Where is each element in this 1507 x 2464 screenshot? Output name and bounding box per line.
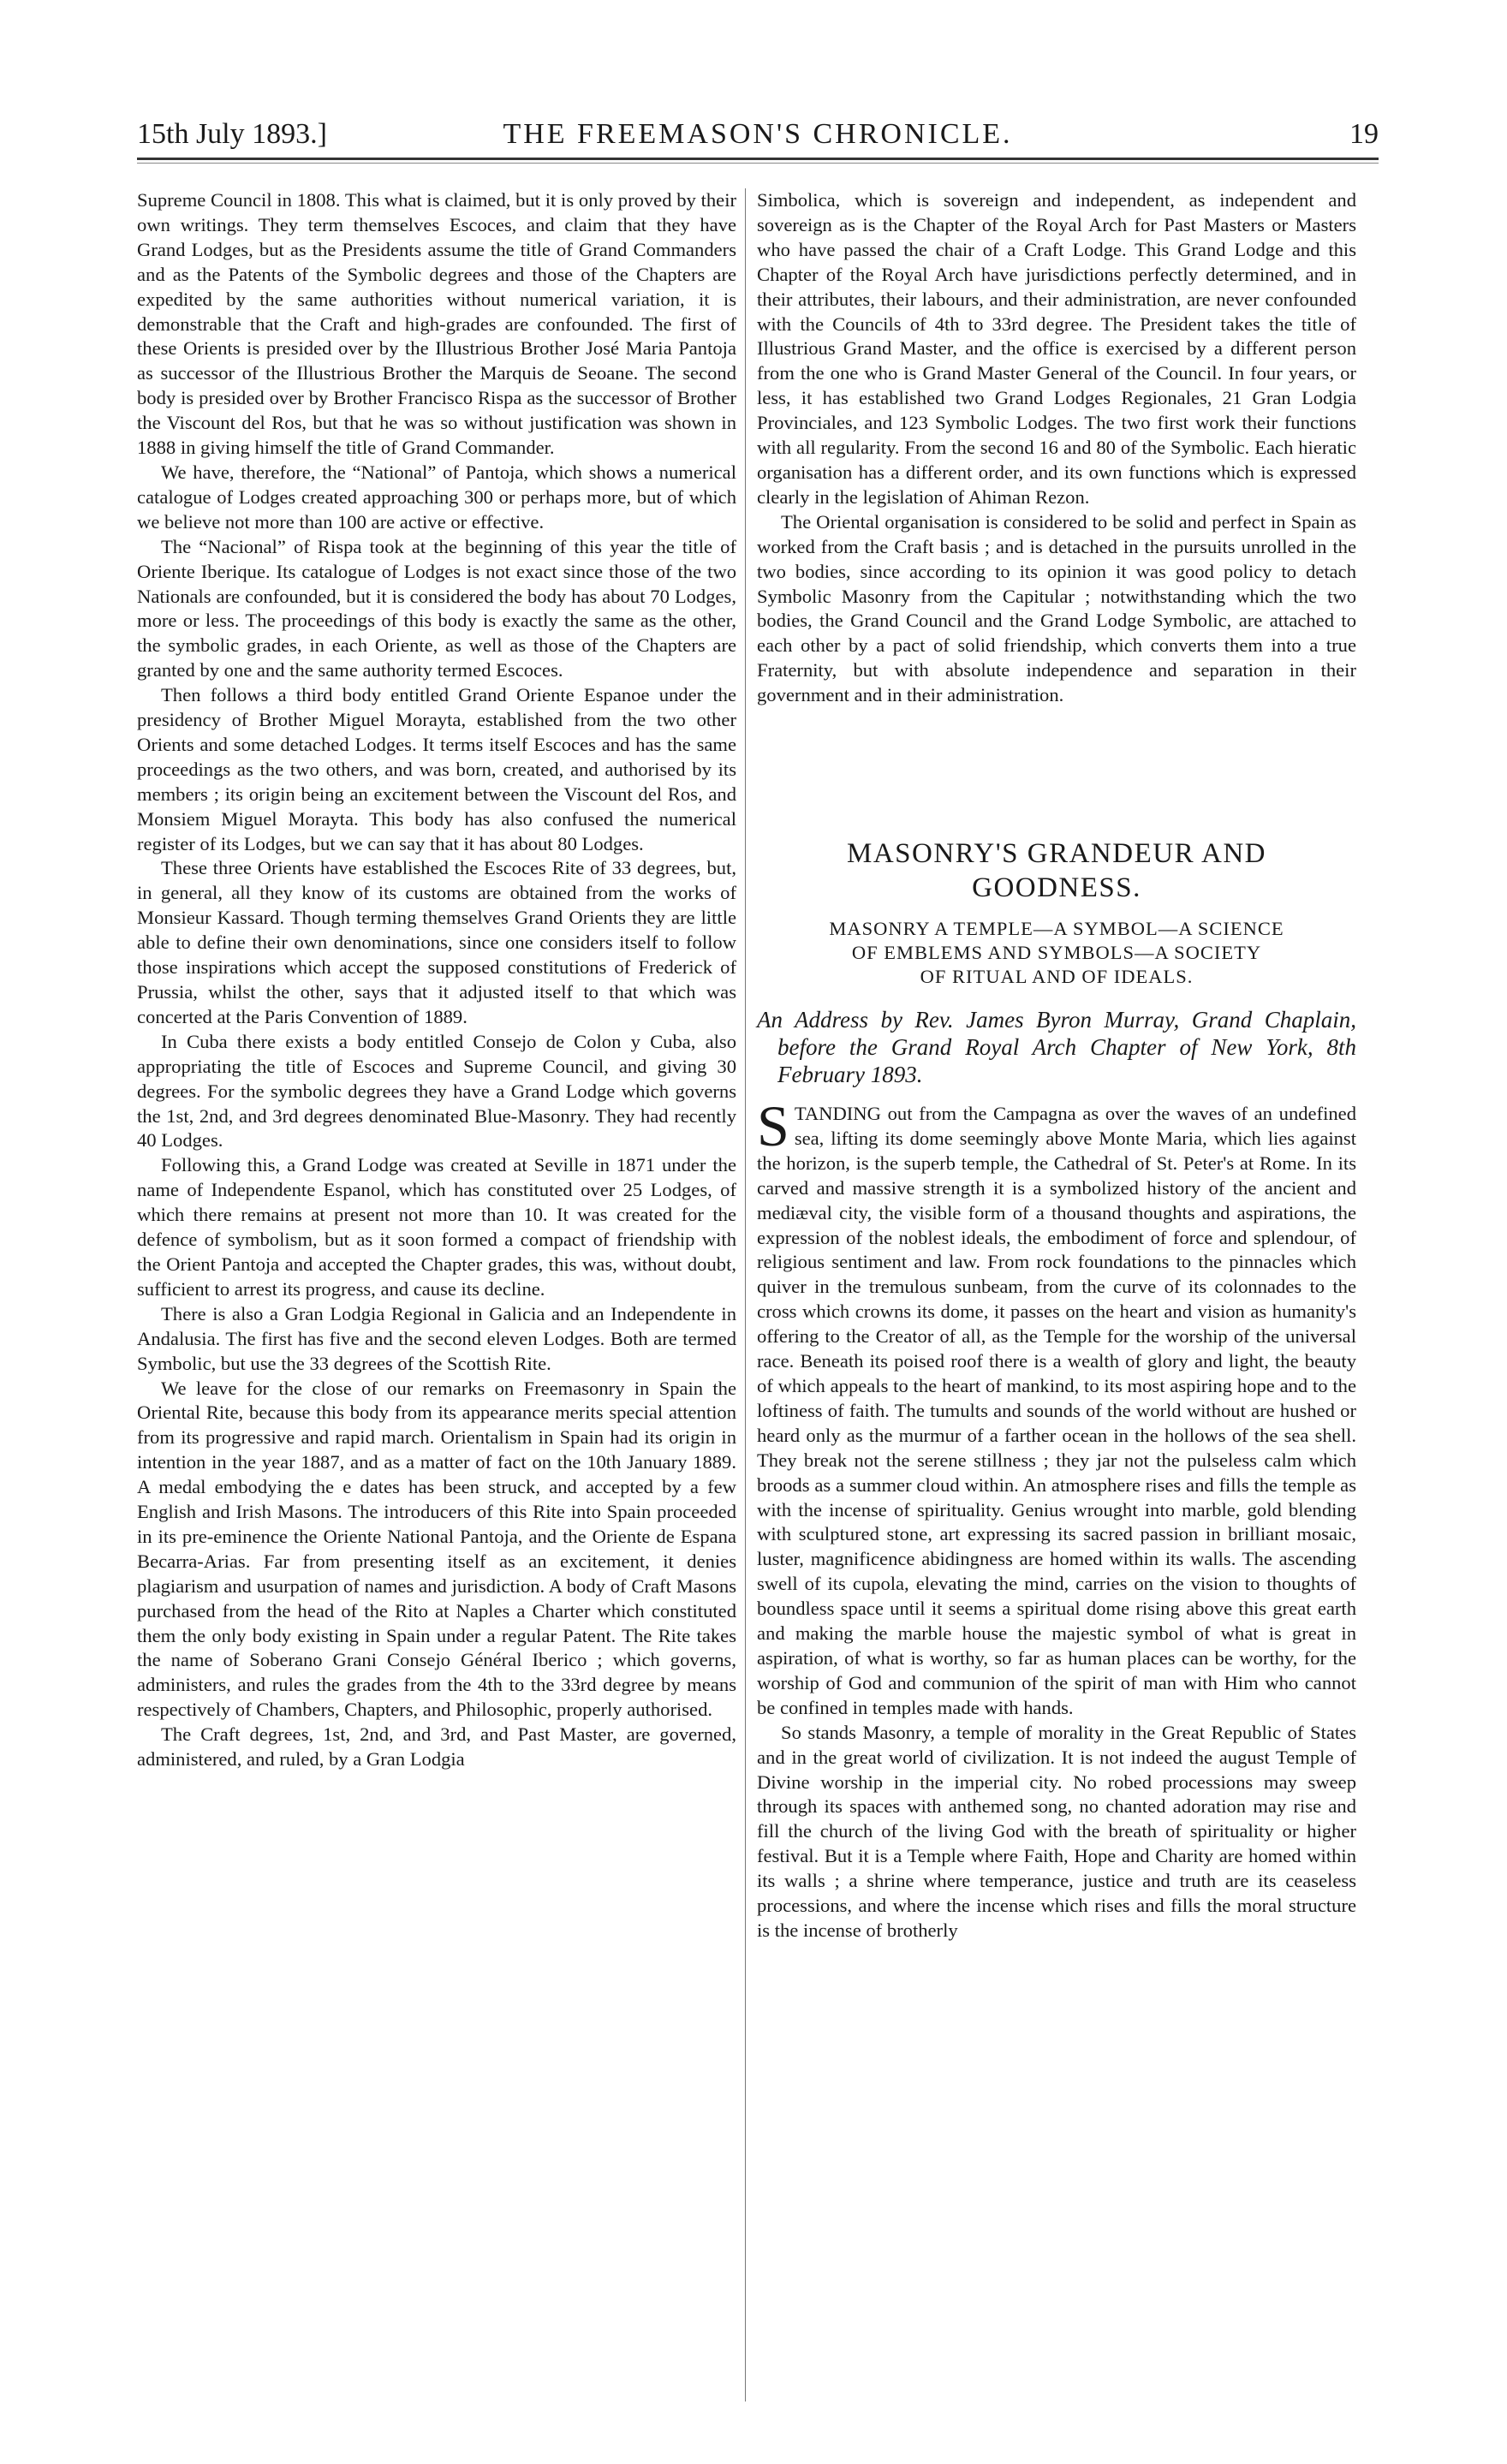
paragraph: Supreme Council in 1808. This what is claimed, but it is only proved by their own writings. They term themselves Escoces, and claim that they have Grand Lodges, but as the Presidents assume the title of Grand Commanders and as the Patents of the Symbolic degrees and those of the Chapters are expedited by the same authorities without numerical variation, it is demonstrable that the Craft and high-grades are confounded. The first of these Orients is presided over by the Illustrious Brother José Maria Pantoja as successor of the Illustrious Brother the Marquis de Seoane. The second body is presided over by Brother Francisco Rispa as the successor of Brother the Viscount del Ros, but that he was so without justification was shown in 1888 in giving himself the title of Grand Commander. — [137, 189, 736, 459]
paragraph: In Cuba there exists a body entitled Consejo de Colon y Cuba, also appropriating the title of Escoces and Supreme Council, and giving 30 degrees. For the symbolic degrees they have a Grand Lodge which governs the 1st, 2nd, and 3rd degrees denominated Blue-Masonry. They had recently 40 Lodges. — [137, 1030, 736, 1152]
article-subtitle-line: OF EMBLEMS AND SYMBOLS—A SOCIETY — [851, 942, 1262, 964]
paragraph: Simbolica, which is sovereign and independent, as independent and sovereign as is the Chapter of the Royal Arch for Past Masters or Masters who have passed the chair of a Craft Lodge. This Grand Lodge and this Chapter of the Royal Arch have jurisdictions perfectly determined, and in their attributes, their labours, and their administration, are never confounded with the Councils of 4th to 33rd degree. The President takes the title of Illustrious Grand Master, and the office is exercised by a different person from the one who is Grand Master General of the Council. In four years, or less, it has established two Grand Lodges Regionales, 21 Gran Lodgia Provinciales, and 123 Symbolic Lodges. The two first work their functions with all regularity. From the second 16 and 80 of the Symbolic. Each hieratic organisation has a different order, and its own functions which is expressed clearly in the legislation of Ahiman Rezon. — [757, 189, 1356, 508]
issue-date: 15th July 1893.] — [137, 118, 327, 150]
paragraph: Following this, a Grand Lodge was created at Seville in 1871 under the name of Independente Espanol, which has constituted over 25 Lodges, of which there remains at present not more than 10. It was created for the defence of symbolism, but as it soon formed a compact of friendship with the Orient Pantoja and accepted the Chapter grades, this was, without doubt, sufficient to arrest its progress, and cause its decline. — [137, 1154, 736, 1300]
article-subtitle-line: MASONRY A TEMPLE—A SYMBOL—A SCIENCE — [829, 918, 1284, 940]
paragraph: The Oriental organisation is considered to be solid and perfect in Spain as worked from the Craft basis ; and is detached in the pursuits unrolled in the two bodies, since according to its opinion it was good policy to detach Symbolic Masonry from the Capitular ; notwithstanding which the two bodies, the Grand Council and the Grand Lodge Symbolic, are attached to each other by a pact of solid friendship, which converts them into a true Fraternity, but with absolute independence and separation in their government and in their administration. — [757, 510, 1356, 706]
publication-title: THE FREEMASON'S CHRONICLE. — [503, 118, 1013, 150]
article-first-paragraph — [757, 1093, 1356, 1721]
paragraph: The Craft degrees, 1st, 2nd, and 3rd, and Past Master, are governed, administered, and ruled, by a Gran Lodgia — [137, 1723, 736, 1771]
paragraph: These three Orients have established the Escoces Rite of 33 degrees, but, in general, all they know of its customs are obtained from the works of Monsieur Kassard. Though terming themselves Grand Orients they are little able to define their own denominations, since one considers itself to follow those inspirations which accept the supposed constitutions of Frederick of Prussia, whilst the other, says that it adjusted itself to that which was concerted at the Paris Convention of 1889. — [137, 857, 736, 1027]
page-header — [137, 118, 1379, 156]
header-rule-thin — [137, 163, 1379, 164]
article-subtitle-line: OF RITUAL AND OF IDEALS. — [920, 966, 1194, 988]
article-title-line: MASONRY'S GRANDEUR AND — [846, 838, 1267, 870]
paragraph: We leave for the close of our remarks on Freemasonry in Spain the Oriental Rite, because this body from its appearance merits special attention from its progressive and rapid march. Orientalism in Spain had its origin in intention in the year 1887, and as a matter of fact on the 10th January 1889. A medal embodying the e dates has been struck, and accepted by a few English and Irish Masons. The introducers of this Rite into Spain proceeded in its pre-eminence the Oriente National Pantoja, and the Oriente de Espana Becarra-Arias. Far from presenting itself as an excitement, it denies plagiarism and usurpation of names and jurisdiction. A body of Craft Masons purchased from the head of the Rito at Naples a Charter which constituted them the only body existing in Spain under a regular Patent. The Rite takes the name of Soberano Grani Consejo Général Iberico ; which governs, administers, and rules the grades from the 4th to the 33rd degree by means respectively of Chambers, Chapters, and Philosophic, properly authorised. — [137, 1377, 736, 1721]
drop-cap: S — [757, 1093, 789, 1159]
paragraph: Then follows a third body entitled Grand Oriente Espanoe under the presidency of Brother Miguel Morayta, established from the two other Orients and some detached Lodges. It terms itself Escoces and has the same proceedings as the two others, and was born, created, and authorised by its members ; its origin being an excitement between the Viscount del Ros, and Monsiem Miguel Morayta. This body has also confused the numerical register of its Lodges, but we can say that it has about 80 Lodges. — [137, 684, 736, 854]
column-divider — [745, 188, 746, 2402]
paragraph: There is also a Gran Lodgia Regional in Galicia and an Independente in Andalusia. The first has five and the second eleven Lodges. Both are termed Symbolic, but use the 33 degrees of the Scottish Rite. — [137, 1302, 736, 1374]
paragraph: We have, therefore, the “National” of Pantoja, which shows a numerical catalogue of Lodges created approaching 300 or perhaps more, but of which we believe not more than 100 are active or effective. — [137, 461, 736, 533]
left-column — [137, 188, 736, 1772]
paragraph-text: TANDING out from the Campagna as over the waves of an undefined sea, lifting its dome seemingly above Monte Maria, which lies against the horizon, is the superb temple, the Cathedral of St. Peter's at Rome. In its carved and massive strength it is a symbolized history of the ancient and mediæval city, the visible form of a thousand thoughts and aspirations, the expression of the noblest ideals, the embodiment of force and splendour, of religious sentiment and law. From rock foundations to the pinnacles which quiver in the tremulous sunbeam, from the curve of its colonnades to the cross which crowns its dome, it passes on the heart and vision as humanity's offering to the Creator of all, as the Temple for the worship of the universal race. Beneath its poised roof there is a wealth of glory and light, the beauty of which appeals to the heart of mankind, to its most aspiring hope and to the loftiness of faith. The tumults and sounds of the world without are hushed or heard only as the murmur of a farther ocean in the hollows of the sea shell. They break not the serene stillness ; they jar not the pulseless calm which broods as a summer cloud within. An atmosphere rises and fills the temple as with the incense of spirituality. Genius wrought into marble, gold blending with sculptured stone, art expressing its sacred passion in brilliant mosaic, luster, magnificence abidingness are homed within its walls. The ascending swell of its cupola, elevating the mind, carries on the vision to thoughts of boundless space until it seems a spiritual dome rising above this great earth and making the marble house the majestic symbol of what is great in aspiration, of what is worthy, so far as human places can be worthy, for the worship of God and communion of the spirit of man with Him who cannot be confined in temples made with hands. — [757, 1103, 1356, 1718]
article-byline: An Address by Rev. James Byron Murray, Grand Chaplain, before the Grand Royal Arch Chapter of New York, 8th February 1893. — [757, 1007, 1356, 1088]
right-column — [757, 188, 1356, 1943]
paragraph: So stands Masonry, a temple of morality in the Great Republic of States and in the great world of civilization. It is not indeed the august Temple of Divine worship in the imperial city. No robed processions may sweep through its spaces with anthemed song, no chanted adoration may rise and fill the church of the living God with the breath of spirituality or higher festival. But it is a Temple where Faith, Hope and Charity are homed within its walls ; a shrine where temperance, justice and truth are its ceaseless processions, and where the incense which rises and fills the moral structure is the incense of brotherly — [757, 1721, 1356, 1941]
header-rule — [137, 158, 1379, 160]
article-subtitle — [757, 917, 1356, 989]
spacer — [757, 708, 1356, 836]
paragraph: The “Nacional” of Rispa took at the beginning of this year the title of Oriente Iberique. Its catalogue of Lodges is not exact since those of the two Nationals are confounded, but it is considered the body has about 70 Lodges, more or less. The proceedings of this body is exactly the same as the other, the symbolic grades, in each Oriente, as well as those of the Chapters are granted by one and the same authority termed Escoces. — [137, 535, 736, 681]
article-title — [757, 836, 1356, 905]
page-number: 19 — [1349, 118, 1379, 150]
article-title-line: GOODNESS. — [972, 872, 1141, 904]
